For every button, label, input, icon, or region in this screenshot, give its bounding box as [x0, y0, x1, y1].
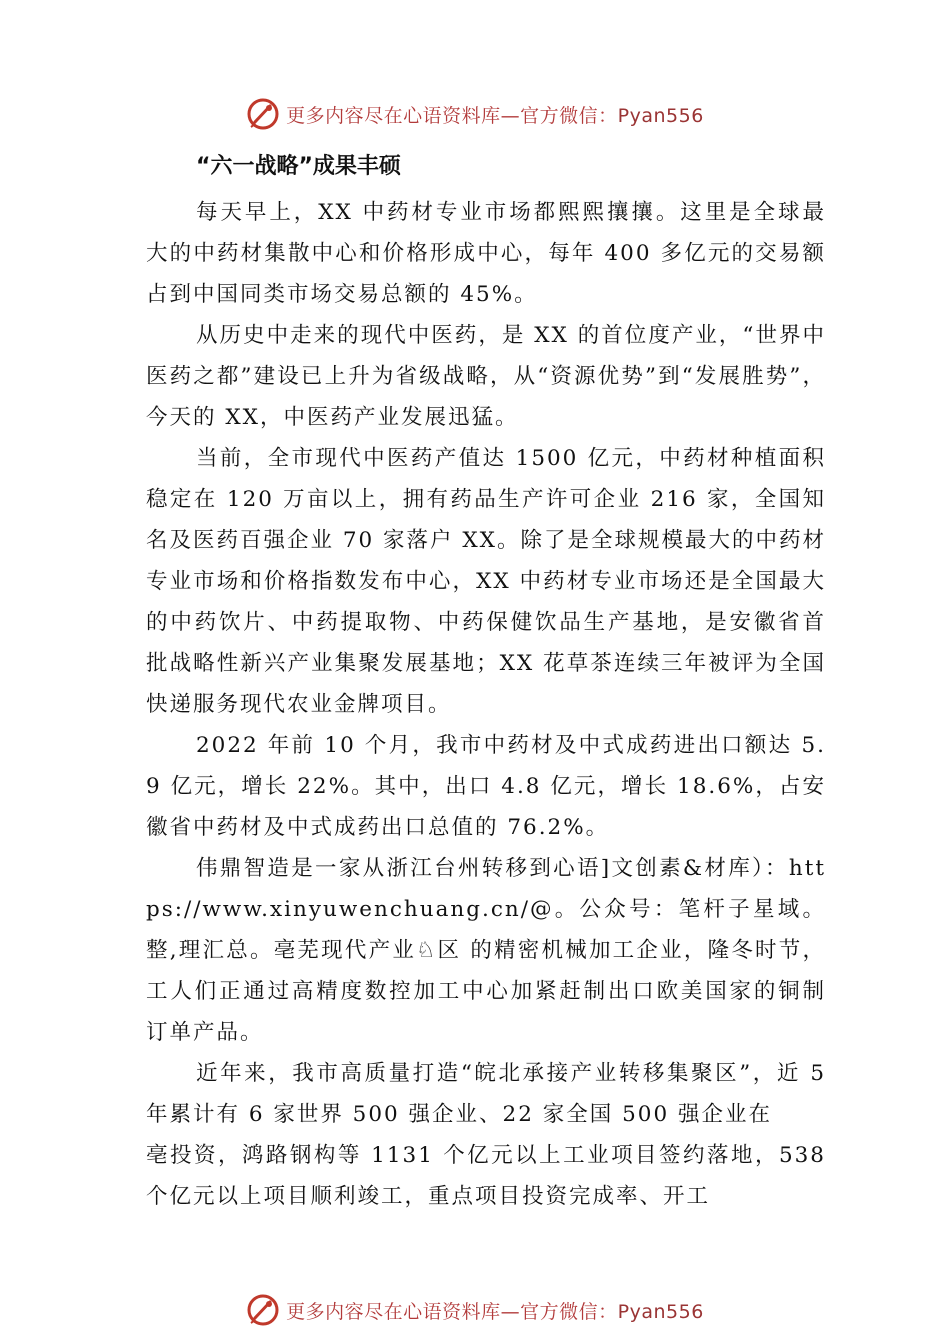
- watermark-label: 更多内容尽在心语资料库—官方微信：: [286, 104, 618, 127]
- paragraph-5: 伟鼎智造是一家从浙江台州转移到心语]文创素&材库）：https://www.xinyuwenchuang.cn/@。公众号：笔杆子星域。整,理汇总。亳芜现代产业♘区 的精密机械加工企业，隆冬时节，工人们正通过高精度数控加工中心加紧赶制出口欧美国家的铜制订单产品。: [146, 856, 826, 1045]
- brush-logo-icon: [246, 97, 280, 131]
- paragraph-2: 从历史中走来的现代中医药，是 XX 的首位度产业，“世界中医药之都”建设已上升为省级战略，从“资源优势”到“发展胜势”，今天的 XX，中医药产业发展迅猛。: [146, 323, 826, 430]
- paragraph-3: 当前，全市现代中医药产值达 1500 亿元，中药材种植面积稳定在 120 万亩以上，拥有药品生产许可企业 216 家，全国知名及医药百强企业 70 家落户 XX。除了是全球规模最大的中药材专业市场和价格指数发布中心，XX 中药材专业市场还是全国最大的中药饮片、中药提取物、中药保健饮品生产基地，是安徽省首批战略性新兴产业集聚发展基地；XX 花草茶连续三年被评为全国快递服务现代农业金牌项目。: [146, 446, 826, 717]
- watermark-group-footer: [246, 1293, 704, 1327]
- watermark-group: [246, 97, 704, 131]
- watermark-text: [286, 101, 704, 128]
- paragraph-6: 近年来，我市高质量打造“皖北承接产业转移集聚区”，近 5 年累计有 6 家世界 500 强企业、22 家全国 500 强企业在: [146, 1061, 826, 1127]
- watermark-footer: [0, 1290, 950, 1330]
- watermark-account: Pyan556: [617, 104, 704, 127]
- watermark-header: [0, 94, 950, 134]
- paragraph-1: 每天早上，XX 中药材专业市场都熙熙攘攘。这里是全球最大的中药材集散中心和价格形成中心，每年 400 多亿元的交易额占到中国同类市场交易总额的 45%。: [146, 200, 826, 307]
- paragraph-7: 亳投资，鸿路钢构等 1131 个亿元以上工业项目签约落地，538 个亿元以上项目顺利竣工，重点项目投资完成率、开工: [146, 1143, 826, 1209]
- watermark-text-footer: [286, 1297, 704, 1324]
- article-body: [146, 148, 826, 1217]
- paragraph-4: 2022 年前 10 个月，我市中药材及中式成药进出口额达 5.9 亿元，增长 22%。其中，出口 4.8 亿元，增长 18.6%，占安徽省中药材及中式成药出口总值的 76.2%。: [146, 733, 826, 840]
- watermark-label: 更多内容尽在心语资料库—官方微信：: [286, 1300, 618, 1323]
- brush-logo-icon: [246, 1293, 280, 1327]
- watermark-account: Pyan556: [617, 1300, 704, 1323]
- article-title: “六一战略”成果丰硕: [196, 154, 401, 179]
